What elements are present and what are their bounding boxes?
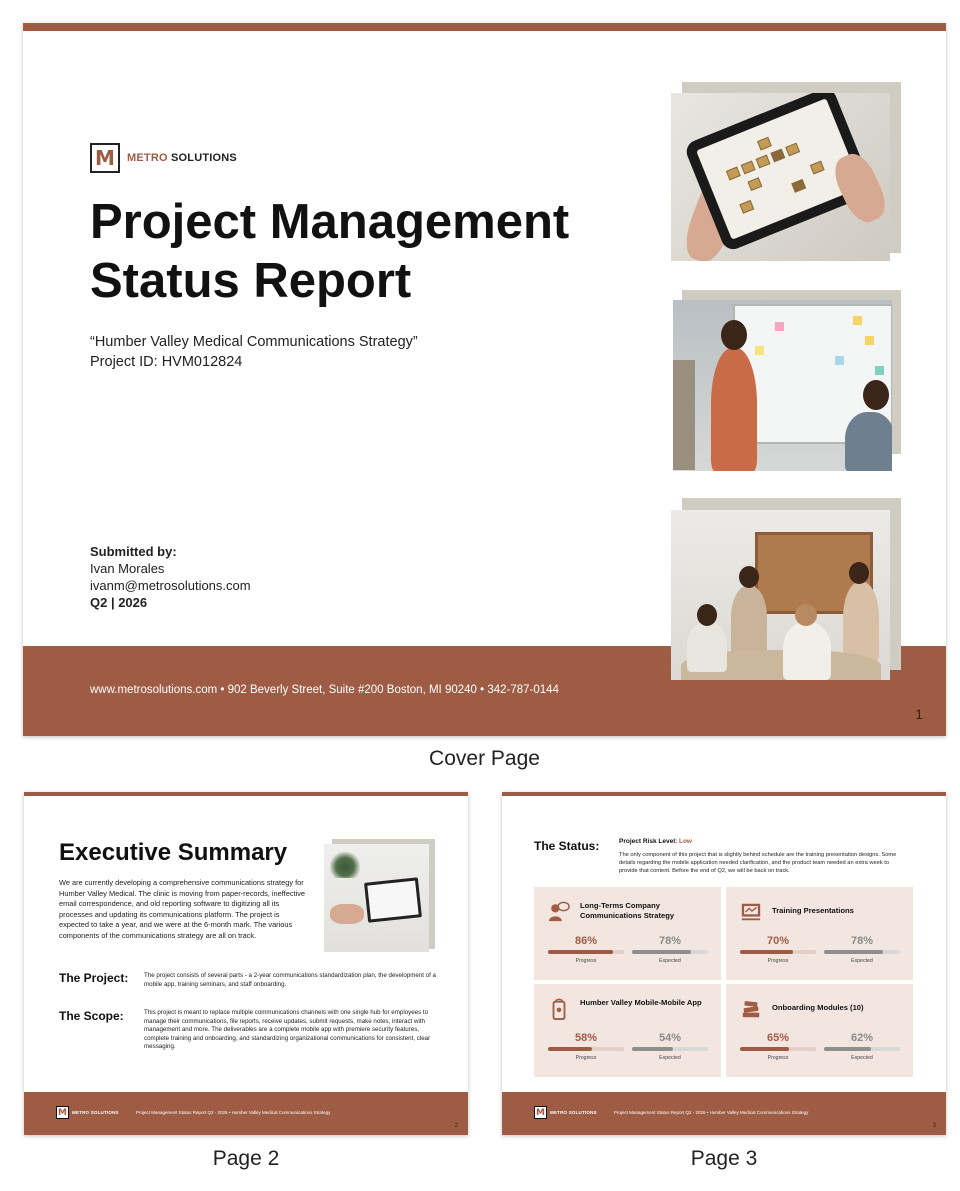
laptop-shape	[364, 877, 422, 922]
books-icon	[740, 998, 762, 1020]
progress-value: 58%	[574, 1032, 598, 1044]
page-3	[502, 792, 946, 1135]
project-text: The project consists of several parts - a 2-year communications standardization plan, the development of a mobile app, training seminars, and staff onboarding.	[144, 972, 436, 988]
expected-value: 54%	[658, 1032, 682, 1044]
card-title: Onboarding Modules (10)	[772, 1003, 864, 1012]
standing-person	[843, 582, 879, 662]
whiteboard-photo	[673, 300, 892, 471]
presenter-shape	[711, 348, 757, 471]
project-name: “Humber Valley Medical Communications Strategy”	[90, 334, 418, 350]
footer-text: Project Management Status Report Q2 - 2026 • Humber Valley Medical Communications Strategy	[136, 1110, 331, 1115]
logo-wordmark: METRO SOLUTIONS	[127, 152, 237, 164]
progress-value: 65%	[766, 1032, 790, 1044]
expected-value: 78%	[850, 935, 874, 947]
progress-bar	[548, 950, 613, 954]
presentation-board-icon	[740, 901, 762, 923]
page-footer	[24, 1092, 468, 1135]
expected-bar	[632, 1047, 673, 1051]
risk-level-value: Low	[678, 838, 692, 845]
progress-metric: 70% Progress	[740, 935, 816, 964]
expected-bar	[632, 950, 691, 954]
card-title: Long-Terms Company Communications Strategy	[580, 901, 675, 920]
progress-metric: 58% Progress	[548, 1032, 624, 1061]
risk-level: Project Risk Level: Low	[619, 838, 692, 845]
brand-logo	[90, 143, 237, 173]
executive-summary-heading: Executive Summary	[59, 839, 288, 866]
expected-metric: 78% Expected	[824, 935, 900, 964]
card-title: Humber Valley Mobile-Mobile App	[580, 998, 702, 1007]
expected-metric: 62% Expected	[824, 1032, 900, 1061]
page-footer	[502, 1092, 946, 1135]
page-number: 1	[915, 706, 923, 722]
expected-bar	[824, 1047, 871, 1051]
progress-bar	[548, 1047, 592, 1051]
seated-person	[783, 622, 831, 680]
people-chat-icon	[548, 901, 570, 923]
progress-metric: 86% Progress	[548, 935, 624, 964]
report-title: Project Management Status Report	[90, 195, 570, 308]
status-heading: The Status:	[534, 839, 600, 853]
presenter-head	[721, 320, 747, 350]
submitted-block	[90, 543, 251, 611]
tablet-photo	[671, 93, 890, 261]
expected-value: 78%	[658, 935, 682, 947]
logo-wordmark: METRO SOLUTIONS	[550, 1110, 597, 1115]
project-label: The Project:	[59, 971, 129, 985]
standing-person	[731, 586, 767, 656]
logo-mark: M	[534, 1106, 547, 1119]
submitter-name: Ivan Morales	[90, 561, 165, 576]
page-2-caption: Page 2	[212, 1147, 280, 1170]
expected-value: 62%	[850, 1032, 874, 1044]
plant-shape	[330, 850, 360, 878]
scope-label: The Scope:	[59, 1009, 124, 1023]
status-card	[726, 984, 913, 1077]
top-accent-bar	[24, 792, 468, 796]
mobile-phone-icon	[548, 998, 570, 1020]
logo-mark: M	[56, 1106, 69, 1119]
scope-text: This project is meant to replace multiple communications channels with one single hub for employees to manage their communications, file reports, receive updates, submit requests, make notes, interact with management and more. The deliverables are a complete mobile app with premiere security features, complete training and onboarding, and standardizing organizational communications for consistent, clear messaging.	[144, 1009, 431, 1050]
page-3-caption: Page 3	[690, 1147, 758, 1170]
report-quarter: Q2 | 2026	[90, 595, 148, 610]
cover-caption: Cover Page	[429, 747, 540, 770]
attendee-head	[863, 380, 889, 410]
card-title: Training Presentations	[772, 906, 854, 915]
expected-metric: 78% Expected	[632, 935, 708, 964]
expected-metric: 54% Expected	[632, 1032, 708, 1061]
footer-text: Project Management Status Report Q2 - 2026 • Humber Valley Medical Communications Strategy	[614, 1110, 809, 1115]
seated-person	[687, 622, 727, 672]
project-id: Project ID: HVM012824	[90, 354, 243, 370]
brand-logo	[56, 1106, 119, 1119]
attendee-shape	[845, 412, 892, 471]
progress-bar	[740, 950, 793, 954]
footer-address: www.metrosolutions.com • 902 Beverly Street, Suite #200 Boston, MI 90240 • 342-787-0144	[90, 684, 559, 696]
submitted-label: Submitted by:	[90, 544, 177, 559]
logo-wordmark: METRO SOLUTIONS	[72, 1110, 119, 1115]
page-number: 3	[932, 1123, 936, 1129]
logo-mark: M	[90, 143, 120, 173]
page-2	[24, 792, 468, 1135]
status-card	[534, 984, 721, 1077]
brand-logo	[534, 1106, 597, 1119]
progress-bar	[740, 1047, 789, 1051]
top-accent-bar	[502, 792, 946, 796]
status-card	[534, 887, 721, 980]
meeting-photo	[671, 510, 890, 680]
status-card	[726, 887, 913, 980]
laptop-photo	[324, 844, 429, 952]
risk-description: The only component of this project that is slightly behind schedule are the training presentation designs. Some details regarding the mobile application needed clarification, and the product team needed an extra week to provide that content. Before the end of Q2, we will be back on track.	[619, 852, 897, 874]
progress-metric: 65% Progress	[740, 1032, 816, 1061]
executive-summary-text: We are currently developing a comprehensive communications strategy for Humber Valley Medical. The clinic is moving from paper-records, ineffective email correspondence, and old reporting software to digitizing all its processes and updating its communications platform. The project is expected to take a year, and we were at the 6-month mark. The various components of the communications strategy are all on track.	[59, 878, 306, 940]
progress-value: 70%	[766, 935, 790, 947]
page-number: 2	[454, 1123, 458, 1129]
cover-page	[23, 23, 946, 736]
progress-value: 86%	[574, 935, 598, 947]
expected-bar	[824, 950, 883, 954]
top-accent-bar	[23, 23, 946, 31]
project-info	[90, 332, 418, 372]
submitter-email: ivanm@metrosolutions.com	[90, 578, 251, 593]
